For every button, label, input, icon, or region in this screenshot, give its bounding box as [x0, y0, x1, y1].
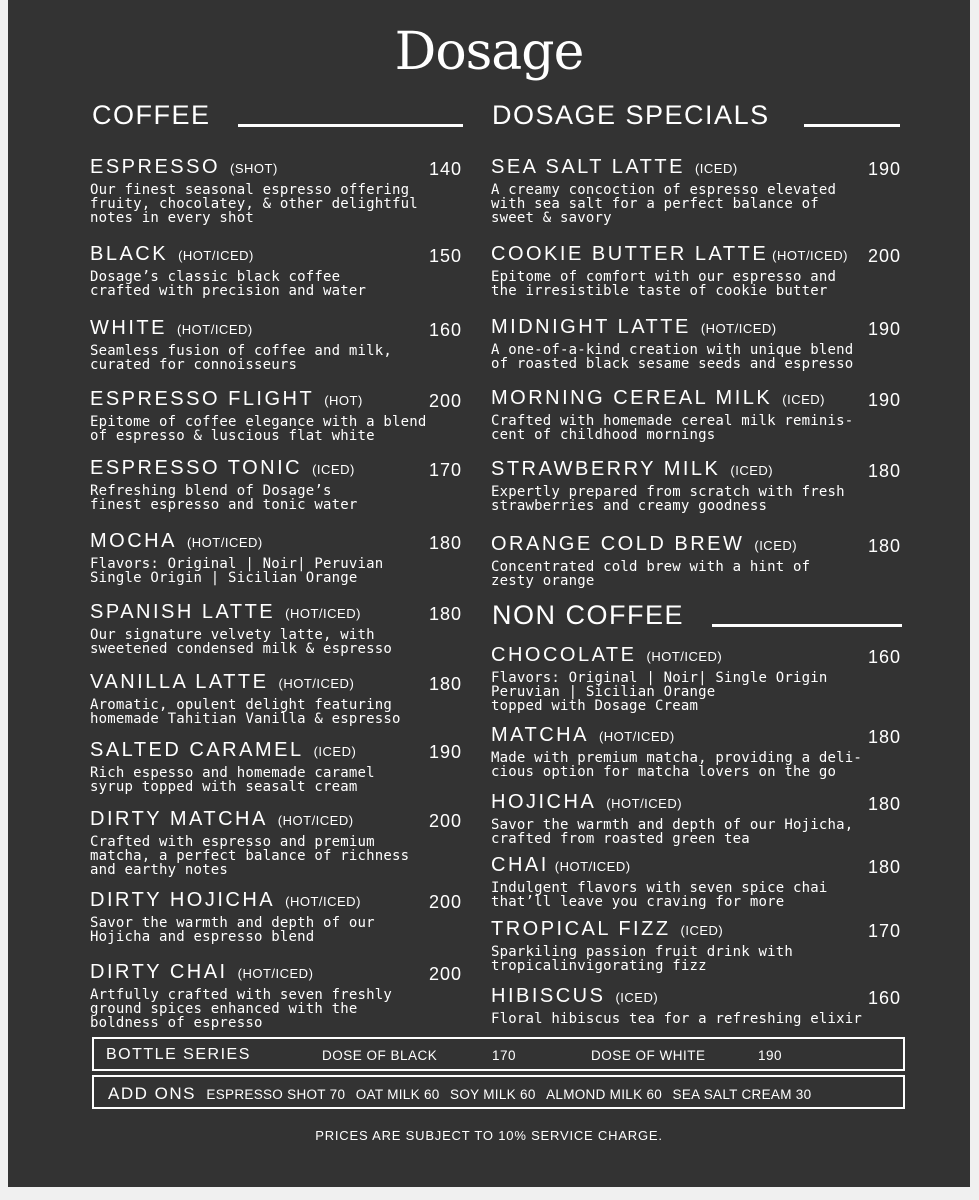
menu-item	[491, 918, 901, 973]
item-description: Our finest seasonal espresso offering fruity, chocolatey, & other delightful notes in every shot	[90, 182, 418, 226]
bottle-series-box	[92, 1037, 905, 1071]
item-tag: (ICED)	[782, 392, 825, 407]
item-name: VANILLA LATTE	[90, 671, 269, 693]
item-description: Epitome of comfort with our espresso and the irresistible taste of cookie butter	[491, 269, 837, 299]
item-price: 190	[867, 390, 901, 410]
item-tag: (HOT/ICED)	[277, 813, 354, 828]
item-description: Our signature velvety latte, with sweetened condensed milk & espresso	[90, 627, 393, 657]
menu-item	[491, 724, 901, 779]
item-tag: (HOT/ICED)	[646, 649, 723, 664]
item-price: 140	[428, 159, 462, 179]
item-name: DIRTY CHAI	[90, 961, 228, 983]
item-price: 200	[428, 391, 462, 411]
item-tag: (ICED)	[754, 538, 798, 553]
brand-title: Dosage	[394, 22, 584, 82]
item-tag: (HOT/ICED)	[772, 248, 848, 263]
item-name: HOJICHA	[491, 791, 597, 813]
item-price: 160	[867, 647, 901, 667]
item-tag: (HOT/ICED)	[178, 248, 254, 263]
item-tag: (HOT/ICED)	[285, 894, 361, 909]
item-price: 160	[428, 320, 462, 340]
item-price: 180	[867, 727, 901, 747]
item-description: Artfully crafted with seven freshly ground spices enhanced with the boldness of espresso	[90, 987, 393, 1031]
item-name: CHAI	[491, 854, 549, 876]
item-tag: (HOT/ICED)	[554, 859, 631, 874]
item-tag: (HOT)	[324, 393, 363, 408]
menu-item	[491, 985, 901, 1026]
item-tag: (ICED)	[313, 744, 357, 759]
item-price: 170	[867, 921, 901, 941]
menu-item	[491, 458, 901, 513]
bottle-item: DOSE OF BLACK	[322, 1048, 438, 1063]
section-title-coffee: COFFEE	[92, 100, 211, 130]
item-description: Rich espesso and homemade caramel syrup topped with seasalt cream	[90, 765, 375, 795]
item-description: A one-of-a-kind creation with unique blend of roasted black sesame seeds and espresso	[491, 342, 854, 372]
item-description: Aromatic, opulent delight featuring homemade Tahitian Vanilla & espresso	[90, 697, 401, 727]
add-ons-title: ADD ONS	[108, 1084, 196, 1103]
item-name: CHOCOLATE	[491, 644, 637, 666]
item-name: HIBISCUS	[491, 985, 606, 1007]
item-tag: (ICED)	[680, 923, 724, 938]
item-tag: (HOT/ICED)	[186, 535, 263, 550]
menu-item	[90, 156, 462, 225]
item-price: 180	[428, 674, 462, 694]
item-name: TROPICAL FIZZ	[491, 918, 671, 940]
item-tag: (SHOT)	[230, 161, 278, 176]
bottle-price: 170	[492, 1048, 517, 1063]
item-name: STRAWBERRY MILK	[491, 458, 721, 480]
item-tag: (HOT/ICED)	[278, 676, 355, 691]
item-tag: (HOT/ICED)	[606, 796, 683, 811]
menu-item	[90, 457, 462, 512]
item-price: 200	[428, 892, 462, 912]
item-tag: (HOT/ICED)	[237, 966, 314, 981]
menu-item	[491, 791, 901, 846]
item-description: Crafted with espresso and premium matcha, a perfect balance of richness and earthy notes	[90, 834, 410, 878]
add-on-item: SEA SALT CREAM 30	[672, 1087, 812, 1102]
menu-item	[90, 317, 462, 372]
menu-item	[90, 808, 462, 877]
item-name: DIRTY HOJICHA	[90, 889, 276, 911]
item-name: SPANISH LATTE	[90, 601, 276, 623]
add-on-item: ESPRESSO SHOT 70	[206, 1087, 346, 1102]
menu-item	[491, 316, 901, 371]
item-price: 190	[867, 159, 901, 179]
item-name: SEA SALT LATTE	[491, 156, 685, 178]
item-name: ESPRESSO TONIC	[90, 457, 303, 479]
item-price: 170	[428, 460, 462, 480]
menu-item	[491, 387, 901, 442]
item-price: 180	[428, 604, 462, 624]
menu-item	[90, 243, 462, 298]
item-tag: (HOT/ICED)	[598, 729, 675, 744]
item-description: Floral hibiscus tea for a refreshing elixir	[491, 1011, 863, 1027]
item-name: MIDNIGHT LATTE	[491, 316, 691, 338]
item-tag: (ICED)	[615, 990, 659, 1005]
add-on-item: ALMOND MILK 60	[546, 1087, 663, 1102]
item-price: 150	[428, 246, 462, 266]
item-tag: (HOT/ICED)	[700, 321, 777, 336]
item-description: Flavors: Original | Noir| Peruvian Single Origin | Sicilian Orange	[90, 556, 384, 586]
item-price: 200	[867, 246, 901, 266]
item-name: COOKIE BUTTER LATTE	[491, 243, 769, 265]
section-divider	[712, 624, 902, 627]
service-charge-note: PRICES ARE SUBJECT TO 10% SERVICE CHARGE.	[315, 1128, 663, 1143]
add-on-item: SOY MILK 60	[450, 1087, 536, 1102]
item-tag: (ICED)	[730, 463, 774, 478]
item-description: Savor the warmth and depth of our Hojicha, crafted from roasted green tea	[491, 817, 854, 847]
item-price: 180	[867, 857, 901, 877]
item-price: 180	[867, 461, 901, 481]
item-description: Crafted with homemade cereal milk reminis- cent of childhood mornings	[491, 413, 854, 443]
add-on-item: OAT MILK 60	[355, 1087, 440, 1102]
item-name: BLACK	[90, 243, 169, 265]
item-name: MOCHA	[90, 530, 177, 552]
item-price: 190	[428, 742, 462, 762]
item-description: Epitome of coffee elegance with a blend of espresso & luscious flat white	[90, 414, 427, 444]
menu-item	[491, 644, 901, 713]
item-description: Sparkiling passion fruit drink with tropicalinvigorating fizz	[491, 944, 794, 974]
item-name: ESPRESSO	[90, 156, 221, 178]
section-divider	[804, 124, 900, 127]
item-name: DIRTY MATCHA	[90, 808, 268, 830]
item-name: SALTED CARAMEL	[90, 739, 304, 761]
add-ons-box	[92, 1075, 905, 1109]
item-name: MATCHA	[491, 724, 589, 746]
item-description: Seamless fusion of coffee and milk, curated for connoisseurs	[90, 343, 393, 373]
item-description: A creamy concoction of espresso elevated with sea salt for a perfect balance of sweet & savory	[491, 182, 837, 226]
item-price: 200	[428, 964, 462, 984]
menu-item	[491, 854, 901, 909]
section-title-non-coffee: NON COFFEE	[492, 600, 685, 630]
menu-board	[8, 0, 970, 1187]
item-tag: (ICED)	[312, 462, 355, 477]
item-description: Made with premium matcha, providing a deli- cious option for matcha lovers on the go	[491, 750, 863, 780]
menu-item	[90, 530, 462, 585]
bottle-series-title: BOTTLE SERIES	[106, 1046, 251, 1063]
item-name: ORANGE COLD BREW	[491, 533, 745, 555]
menu-item	[491, 533, 901, 588]
menu-item	[90, 889, 462, 944]
item-description: Expertly prepared from scratch with fresh strawberries and creamy goodness	[491, 484, 845, 514]
menu-item	[491, 156, 901, 225]
section-divider	[238, 124, 463, 127]
item-description: Flavors: Original | Noir| Single Origin Peruvian | Sicilian Orange topped with Dosage Cream	[491, 670, 828, 714]
item-name: WHITE	[90, 317, 167, 339]
item-price: 180	[867, 536, 901, 556]
menu-item	[491, 243, 901, 298]
item-price: 180	[428, 533, 462, 553]
menu-item	[90, 671, 462, 726]
item-tag: (HOT/ICED)	[176, 322, 253, 337]
item-tag: (HOT/ICED)	[285, 606, 361, 621]
item-description: Indulgent flavors with seven spice chai that’ll leave you craving for more	[491, 880, 828, 910]
item-name: MORNING CEREAL MILK	[491, 387, 773, 409]
item-price: 160	[867, 988, 901, 1008]
item-tag: (ICED)	[694, 161, 738, 176]
bottle-item: DOSE OF WHITE	[591, 1048, 706, 1063]
item-price: 180	[867, 794, 901, 814]
bottle-price: 190	[758, 1048, 783, 1063]
item-description: Savor the warmth and depth of our Hojicha and espresso blend	[90, 915, 375, 945]
menu-item	[90, 739, 462, 794]
item-name: ESPRESSO FLIGHT	[90, 388, 315, 410]
item-price: 190	[867, 319, 901, 339]
item-description: Dosage’s classic black coffee crafted with precision and water	[90, 269, 367, 299]
item-price: 200	[428, 811, 462, 831]
menu-item	[90, 961, 462, 1030]
menu-item	[90, 601, 462, 656]
section-title-specials: DOSAGE SPECIALS	[492, 100, 770, 130]
item-description: Concentrated cold brew with a hint of zesty orange	[491, 559, 811, 589]
item-description: Refreshing blend of Dosage’s finest espresso and tonic water	[90, 483, 358, 513]
menu-item	[90, 388, 462, 443]
